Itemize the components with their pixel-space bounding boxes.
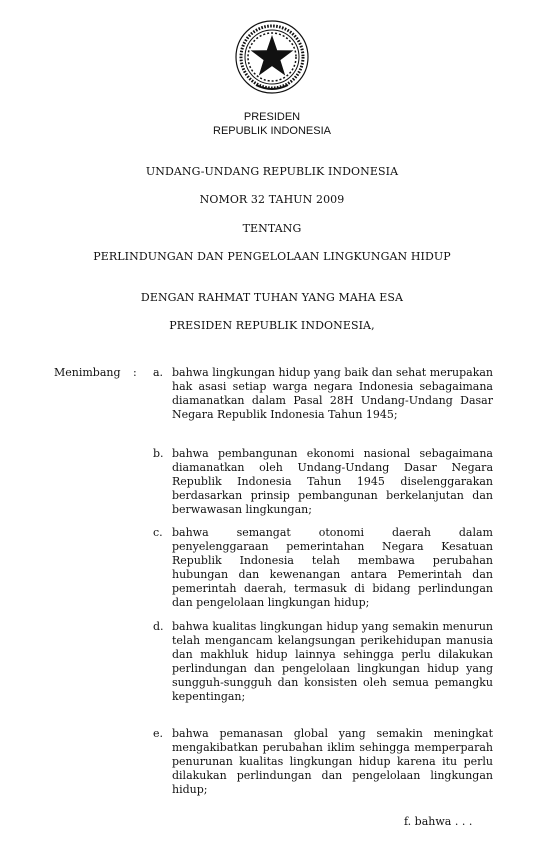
consideration-item-e	[153, 727, 493, 797]
item-letter: b.	[153, 447, 164, 460]
law-subject: PERLINDUNGAN DAN PENGELOLAAN LINGKUNGAN HIDUP	[93, 250, 451, 263]
header-president: PRESIDEN	[243, 111, 301, 123]
header-republic: REPUBLIK INDONESIA	[213, 125, 331, 137]
item-letter: e.	[153, 727, 164, 740]
item-letter: d.	[153, 620, 164, 633]
law-about: TENTANG	[242, 222, 302, 235]
state-emblem-icon	[234, 19, 310, 95]
blessing-line: DENGAN RAHMAT TUHAN YANG MAHA ESA	[140, 291, 404, 304]
law-number: NOMOR 32 TAHUN 2009	[199, 193, 345, 206]
considering-colon: :	[133, 366, 137, 379]
consideration-item-a	[153, 366, 493, 422]
president-line: PRESIDEN REPUBLIK INDONESIA,	[169, 319, 375, 332]
item-text: bahwa pembangunan ekonomi nasional sebagaimana diamanatkan oleh Undang-Undang Dasar Negara Republik Indonesia Tahun 1945 diselenggarakan berdasarkan prinsip pembangunan berkelanjutan dan berwawasan lingkungan;	[172, 447, 493, 516]
item-letter: c.	[153, 526, 163, 539]
consideration-item-d	[153, 620, 493, 704]
item-letter: a.	[153, 366, 164, 379]
item-text: bahwa lingkungan hidup yang baik dan sehat merupakan hak asasi setiap warga negara Indonesia sebagaimana diamanatkan dalam Pasal 28H Undang-Undang Dasar Negara Republik Indonesia Tahun 1945;	[172, 366, 493, 421]
consideration-item-b	[153, 447, 493, 517]
item-text: bahwa semangat otonomi daerah dalam penyelenggaraan pemerintahan Negara Kesatuan Republik Indonesia telah membawa perubahan hubungan dan kewenangan antara Pemerintah dan pemerintah daerah, termasuk di bidang perlindungan dan pengelolaan lingkungan hidup;	[172, 526, 493, 609]
considering-label: Menimbang	[54, 366, 121, 379]
consideration-item-c	[153, 526, 493, 610]
law-title: UNDANG-UNDANG REPUBLIK INDONESIA	[145, 165, 399, 178]
page-continuation: f. bahwa . . .	[404, 815, 473, 828]
item-text: bahwa pemanasan global yang semakin meningkat mengakibatkan perubahan iklim sehingga memperparah penurunan kualitas lingkungan hidup karena itu perlu dilakukan perlindungan dan pengelolaan lingkungan hidup;	[172, 727, 493, 796]
item-text: bahwa kualitas lingkungan hidup yang semakin menurun telah mengancam kelangsungan perikehidupan manusia dan makhluk hidup lainnya sehingga perlu dilakukan perlindungan dan pengelolaan lingkungan hidup yang sungguh-sungguh dan konsisten oleh semua pemangku kepentingan;	[172, 620, 493, 703]
